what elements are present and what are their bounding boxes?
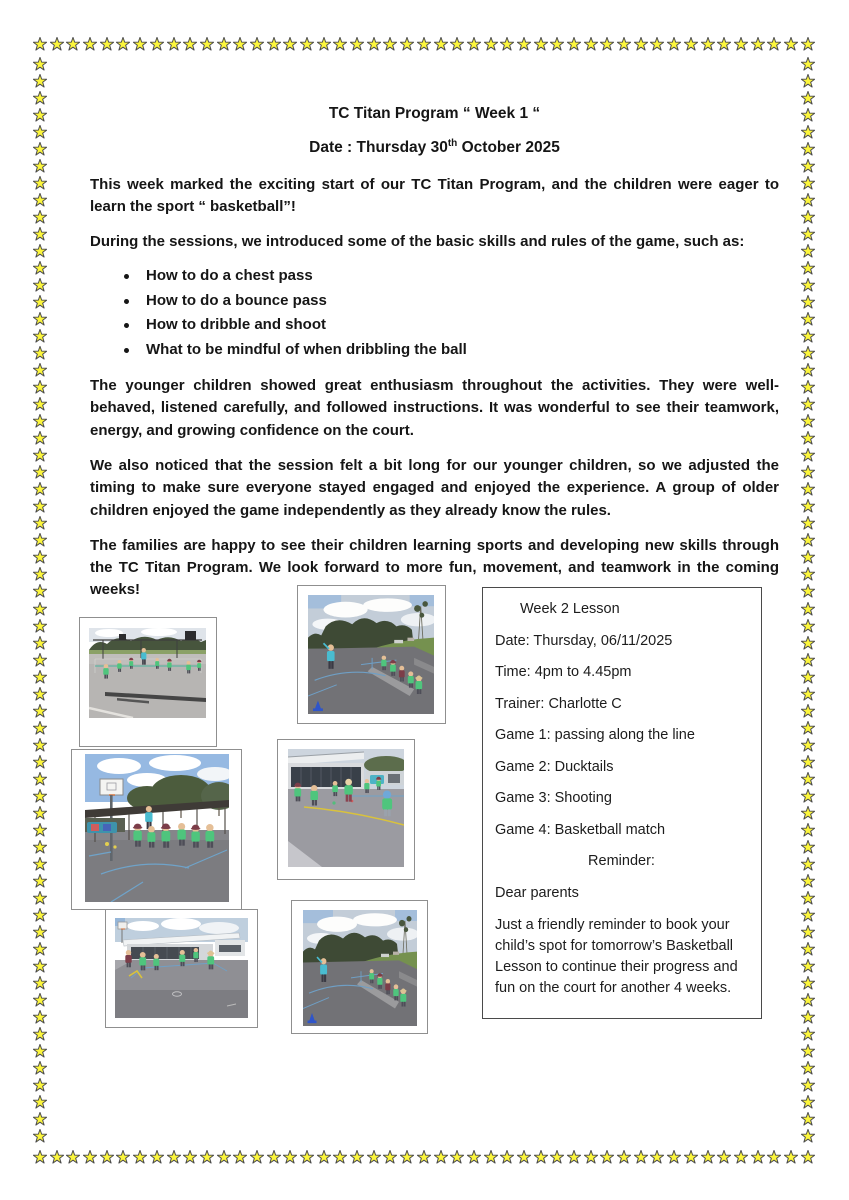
star-icon [33,176,47,190]
star-icon [801,516,815,530]
week2-heading: Week 2 Lesson [520,601,620,617]
star-icon [617,1150,631,1164]
star-icon [100,1150,114,1164]
star-icon [417,1150,431,1164]
star-icon [33,346,47,360]
star-icon [183,1150,197,1164]
star-icon [283,37,297,51]
star-icon [33,1095,47,1109]
star-icon [83,1150,97,1164]
star-icon [350,37,364,51]
star-icon [317,1150,331,1164]
star-icon [33,57,47,71]
star-icon [333,1150,347,1164]
star-icon [801,1112,815,1126]
star-icon [100,37,114,51]
bullet-item: How to dribble and shoot [146,313,779,337]
star-icon [517,37,531,51]
star-icon [767,37,781,51]
star-icon [33,125,47,139]
star-icon [801,993,815,1007]
star-icon [801,465,815,479]
paragraph-families: The families are happy to see their children learning sports and developing new skills through the TC Titan Program. We look forward to more fun, movement, and teamwork in the coming weeks! [90,536,779,599]
star-icon [701,37,715,51]
star-icon [801,976,815,990]
star-icon [717,37,731,51]
star-icon [434,37,448,51]
star-icon [33,312,47,326]
star-icon [33,806,47,820]
star-icon [300,37,314,51]
star-icon [33,1044,47,1058]
star-icon [450,37,464,51]
star-border-top [33,36,815,51]
star-icon [801,619,815,633]
star-icon [33,210,47,224]
star-icon [200,1150,214,1164]
star-icon [784,37,798,51]
date-suffix: October 2025 [457,139,560,157]
star-icon [801,602,815,616]
star-icon [801,1129,815,1143]
star-icon [33,976,47,990]
star-icon [33,942,47,956]
star-icon [550,37,564,51]
week2-date: Date: Thursday, 06/11/2025 [495,632,673,649]
star-icon [333,37,347,51]
star-icon [167,37,181,51]
star-icon [801,959,815,973]
star-icon [584,1150,598,1164]
star-icon [801,891,815,905]
star-icon [634,37,648,51]
star-icon [33,874,47,888]
week2-trainer: Trainer: Charlotte C [495,695,622,712]
photo-building-court [115,918,248,1018]
star-icon [233,37,247,51]
star-icon [717,1150,731,1164]
star-icon [801,567,815,581]
star-icon [33,261,47,275]
star-icon [33,567,47,581]
star-icon [801,755,815,769]
star-icon [33,687,47,701]
star-icon [33,993,47,1007]
star-icon [33,550,47,564]
star-icon [33,482,47,496]
star-icon [33,227,47,241]
star-icon [33,1027,47,1041]
photo-building-kids [288,749,404,867]
star-icon [801,227,815,241]
star-icon [33,1112,47,1126]
star-icon [33,670,47,684]
star-icon [801,1010,815,1024]
star-icon [150,1150,164,1164]
star-icon [767,1150,781,1164]
star-icon [467,1150,481,1164]
star-icon [183,37,197,51]
star-icon [33,159,47,173]
star-icon [383,37,397,51]
star-icon [650,1150,664,1164]
photo-court-sitting-kids [308,595,434,714]
star-icon [233,1150,247,1164]
star-icon [300,1150,314,1164]
week2-reminder-body: Just a friendly reminder to book your child’s spot for tomorrow’s Basketball Lesson to continue their progress and fun on the court for another 4 weeks. [495,917,738,996]
week2-lesson-box [482,587,762,1019]
photo-frame-3 [71,749,242,910]
photo-court-sitting-kids-duplicate [303,910,417,1026]
star-icon [600,37,614,51]
star-icon [534,1150,548,1164]
star-icon [33,414,47,428]
star-icon [33,738,47,752]
photo-frame-5 [105,909,258,1028]
star-icon [33,448,47,462]
star-border-right [800,57,815,1143]
week2-reminder-heading: Reminder: [588,853,655,869]
star-icon [684,1150,698,1164]
week2-reminder-salutation: Dear parents [495,884,579,901]
photo-court-goalposts [89,628,206,718]
star-icon [50,37,64,51]
star-icon [801,193,815,207]
star-icon [33,295,47,309]
star-icon [150,37,164,51]
star-icon [801,857,815,871]
star-icon [33,397,47,411]
star-icon [33,278,47,292]
star-icon [801,57,815,71]
star-icon [33,636,47,650]
star-icon [50,1150,64,1164]
star-icon [801,125,815,139]
star-icon [801,176,815,190]
star-icon [33,142,47,156]
week2-time: Time: 4pm to 4.45pm [495,664,632,680]
star-icon [33,857,47,871]
star-icon [650,37,664,51]
star-icon [66,37,80,51]
star-icon [751,37,765,51]
star-icon [33,959,47,973]
star-icon [367,1150,381,1164]
star-icon [801,1044,815,1058]
star-icon [634,1150,648,1164]
date-ordinal-superscript: th [447,138,458,150]
star-icon [801,482,815,496]
star-icon [801,738,815,752]
star-icon [500,1150,514,1164]
star-icon [33,244,47,258]
newsletter-body [90,103,779,602]
paragraph-intro: This week marked the exciting start of our TC Titan Program, and the children were eager to learn the sport “ basketball”! [90,175,779,215]
star-icon [734,37,748,51]
star-icon [33,772,47,786]
date-prefix: Date : Thursday 30 [309,139,448,157]
star-icon [400,1150,414,1164]
star-icon [667,1150,681,1164]
star-icon [801,329,815,343]
star-icon [33,363,47,377]
star-icon [801,278,815,292]
star-icon [584,37,598,51]
star-icon [33,108,47,122]
star-icon [751,1150,765,1164]
page-title: TC Titan Program “ Week 1 “ [328,105,541,122]
star-icon [33,74,47,88]
star-icon [484,1150,498,1164]
star-icon [217,37,231,51]
star-icon [801,499,815,513]
star-icon [350,1150,364,1164]
star-icon [801,823,815,837]
star-icon [801,142,815,156]
star-icon [701,1150,715,1164]
star-icon [217,1150,231,1164]
star-icon [33,891,47,905]
star-icon [534,37,548,51]
star-icon [801,380,815,394]
paragraph-skills-lead: During the sessions, we introduced some of the basic skills and rules of the game, such as: [90,233,745,251]
star-icon [33,533,47,547]
star-icon [801,74,815,88]
star-icon [383,1150,397,1164]
week2-game-4: Game 4: Basketball match [495,821,666,838]
star-icon [33,329,47,343]
star-icon [33,925,47,939]
star-icon [33,516,47,530]
star-icon [801,312,815,326]
star-icon [567,37,581,51]
star-icon [801,414,815,428]
star-icon [801,363,815,377]
star-icon [801,840,815,854]
star-icon [801,37,815,51]
star-icon [33,755,47,769]
week2-game-1: Game 1: passing along the line [495,727,695,743]
star-icon [200,37,214,51]
star-icon [801,721,815,735]
photo-frame-6 [291,900,428,1034]
photo-frame-4 [277,739,415,880]
star-icon [801,874,815,888]
star-icon [33,193,47,207]
star-icon [33,721,47,735]
star-icon [167,1150,181,1164]
star-icon [801,806,815,820]
star-icon [600,1150,614,1164]
paragraph-timing: We also noticed that the session felt a bit long for our younger children, so we adjusted the timing to make sure everyone stayed engaged and enjoyed the experience. A group of older children enjoyed the game independently as they already know the rules. [90,457,779,519]
photo-frame-1 [79,617,217,747]
star-icon [801,1061,815,1075]
star-icon [801,636,815,650]
star-icon [784,1150,798,1164]
star-border-left [32,57,47,1143]
star-icon [33,1010,47,1024]
star-icon [33,584,47,598]
star-icon [667,37,681,51]
star-icon [801,1095,815,1109]
star-icon [133,1150,147,1164]
star-icon [367,37,381,51]
star-icon [801,670,815,684]
star-icon [567,1150,581,1164]
star-icon [33,1129,47,1143]
star-icon [33,908,47,922]
star-icon [133,37,147,51]
star-icon [33,1150,47,1164]
star-icon [33,1061,47,1075]
star-icon [801,704,815,718]
star-icon [450,1150,464,1164]
star-icon [801,925,815,939]
star-icon [801,397,815,411]
paragraph-enthusiasm: The younger children showed great enthusiasm throughout the activities. They were well-behaved, listened carefully, and followed instructions. It was wonderful to see their teamwork, energy, and growing confidence on the court. [90,377,779,439]
star-icon [417,37,431,51]
star-icon [801,244,815,258]
photo-frame-2 [297,585,446,724]
star-icon [801,261,815,275]
star-icon [801,789,815,803]
star-icon [33,619,47,633]
week2-game-3: Game 3: Shooting [495,790,612,806]
star-icon [801,1150,815,1164]
date-line [90,137,779,159]
star-icon [317,37,331,51]
week2-game-2: Game 2: Ducktails [495,758,614,775]
star-icon [801,108,815,122]
star-icon [617,37,631,51]
star-icon [801,1027,815,1041]
star-icon [83,37,97,51]
star-icon [801,448,815,462]
star-icon [801,550,815,564]
star-icon [33,465,47,479]
star-icon [116,1150,130,1164]
star-icon [33,602,47,616]
star-icon [734,1150,748,1164]
star-icon [33,380,47,394]
bullet-item: How to do a chest pass [146,264,779,288]
star-icon [801,1078,815,1092]
star-icon [33,37,47,51]
star-icon [33,823,47,837]
skills-bullet-list [90,264,779,362]
star-icon [500,37,514,51]
star-icon [33,653,47,667]
star-icon [33,91,47,105]
star-icon [801,942,815,956]
star-border-bottom [33,1149,815,1164]
star-icon [400,37,414,51]
star-icon [484,37,498,51]
star-icon [517,1150,531,1164]
star-icon [467,37,481,51]
star-icon [33,789,47,803]
star-icon [434,1150,448,1164]
star-icon [801,295,815,309]
star-icon [801,210,815,224]
star-icon [801,653,815,667]
star-icon [801,533,815,547]
star-icon [801,91,815,105]
bullet-item: How to do a bounce pass [146,289,779,313]
star-icon [801,687,815,701]
star-icon [33,499,47,513]
star-icon [801,584,815,598]
star-icon [33,1078,47,1092]
star-icon [33,431,47,445]
star-icon [33,840,47,854]
star-icon [801,431,815,445]
star-icon [801,159,815,173]
bullet-item: What to be mindful of when dribbling the ball [146,338,779,362]
star-icon [267,37,281,51]
star-icon [283,1150,297,1164]
star-icon [66,1150,80,1164]
star-icon [33,704,47,718]
star-icon [550,1150,564,1164]
photo-hoop-canopy-kids [85,754,229,902]
star-icon [116,37,130,51]
star-icon [250,1150,264,1164]
star-icon [801,908,815,922]
star-icon [801,346,815,360]
star-icon [684,37,698,51]
star-icon [801,772,815,786]
star-icon [250,37,264,51]
star-icon [267,1150,281,1164]
